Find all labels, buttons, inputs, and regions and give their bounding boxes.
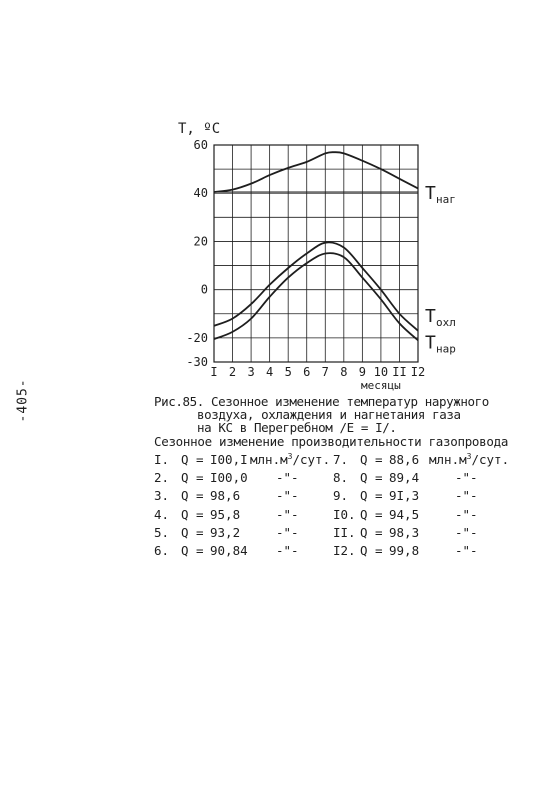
q-symbol: Q bbox=[360, 543, 368, 558]
ditto-mark: -"- bbox=[276, 524, 299, 540]
q-symbol: Q bbox=[181, 506, 189, 522]
q-value: I00,0 bbox=[210, 470, 248, 486]
row-number: I2. bbox=[333, 543, 356, 558]
series-label-letter: T bbox=[425, 332, 436, 354]
row-number: 8. bbox=[333, 470, 349, 486]
q-value: I00,I bbox=[210, 452, 248, 467]
ditto-mark: -"- bbox=[455, 488, 478, 504]
q-symbol: Q bbox=[360, 524, 368, 540]
y-tick-label: -20 bbox=[186, 330, 208, 345]
q-value: 94,5 bbox=[389, 506, 420, 522]
ditto-mark: -"- bbox=[455, 524, 478, 540]
caption-line-1: Рис.85. Сезонное изменение температур наружного bbox=[154, 394, 489, 409]
q-value: 90,84 bbox=[210, 543, 248, 558]
equals-sign: = bbox=[196, 452, 204, 467]
row-number: 5. bbox=[154, 524, 170, 540]
q-value: 98,6 bbox=[210, 488, 241, 504]
unit-base: млн.м bbox=[250, 452, 288, 468]
equals-sign: = bbox=[375, 506, 383, 522]
q-symbol: Q bbox=[181, 543, 189, 558]
ditto-mark: -"- bbox=[455, 470, 478, 486]
equals-sign: = bbox=[196, 524, 204, 540]
x-tick-label: 9 bbox=[358, 365, 366, 379]
x-tick-label: 8 bbox=[340, 365, 348, 379]
x-tick-label: 3 bbox=[247, 365, 255, 379]
page-number: -405- bbox=[15, 378, 31, 423]
equals-sign: = bbox=[196, 506, 204, 522]
q-symbol: Q bbox=[360, 470, 368, 486]
x-tick-label: II bbox=[392, 365, 407, 379]
row-number: 9. bbox=[333, 488, 349, 504]
q-value: 98,3 bbox=[389, 524, 420, 540]
q-value: 99,8 bbox=[389, 543, 420, 558]
equals-sign: = bbox=[375, 543, 383, 558]
equals-sign: = bbox=[375, 452, 383, 467]
unit-superscript: 3 bbox=[287, 452, 293, 461]
x-tick-label: I bbox=[210, 365, 218, 379]
row-number: I. bbox=[154, 452, 170, 467]
ditto-mark: -"- bbox=[276, 488, 299, 504]
caption-line-2: воздуха, охлаждения и нагнетания газа bbox=[197, 407, 461, 422]
unit-tail: /сут. bbox=[471, 452, 510, 468]
q-symbol: Q bbox=[360, 452, 368, 467]
ditto-mark: -"- bbox=[276, 506, 299, 522]
production-title: Сезонное изменение производительности газопровода bbox=[154, 434, 509, 449]
x-tick-label: 4 bbox=[266, 365, 274, 379]
unit-base: млн.м bbox=[429, 452, 467, 468]
ditto-mark: -"- bbox=[276, 543, 299, 558]
x-tick-label: 7 bbox=[321, 365, 329, 379]
row-number: 2. bbox=[154, 470, 170, 486]
y-tick-label: 20 bbox=[193, 234, 208, 249]
equals-sign: = bbox=[375, 524, 383, 540]
q-symbol: Q bbox=[181, 452, 189, 467]
unit-label bbox=[250, 452, 330, 467]
y-tick-label: 40 bbox=[193, 186, 208, 201]
y-tick-label: -30 bbox=[186, 355, 208, 369]
x-tick-label: I2 bbox=[410, 365, 426, 379]
q-symbol: Q bbox=[181, 470, 189, 486]
q-symbol: Q bbox=[181, 524, 189, 540]
series-label-letter: T bbox=[425, 183, 436, 205]
equals-sign: = bbox=[375, 488, 383, 504]
series-label-subscript: нар bbox=[436, 342, 456, 356]
caption-line-3: на КС в Перегребном /Е = I/. bbox=[197, 420, 397, 435]
unit-superscript: 3 bbox=[466, 452, 472, 461]
y-tick-label: 0 bbox=[200, 282, 208, 297]
row-number: 7. bbox=[333, 452, 349, 467]
x-tick-label: 5 bbox=[284, 365, 292, 379]
q-symbol: Q bbox=[181, 488, 189, 504]
x-tick-label: 2 bbox=[228, 365, 237, 379]
x-tick-label: 6 bbox=[303, 365, 311, 379]
q-symbol: Q bbox=[360, 506, 368, 522]
series-label-subscript: охл bbox=[436, 316, 456, 330]
series-label-subscript: наг bbox=[436, 193, 456, 207]
equals-sign: = bbox=[196, 470, 204, 486]
q-symbol: Q bbox=[360, 488, 368, 504]
row-number: II. bbox=[333, 524, 356, 540]
q-value: 93,2 bbox=[210, 524, 241, 540]
ditto-mark: -"- bbox=[455, 506, 478, 522]
x-tick-label: 10 bbox=[373, 365, 389, 379]
row-number: 4. bbox=[154, 506, 170, 522]
unit-label bbox=[429, 452, 509, 467]
q-value: 9I,3 bbox=[389, 488, 420, 504]
row-number: I0. bbox=[333, 506, 356, 522]
row-number: 3. bbox=[154, 488, 170, 504]
y-axis-label: T, ºC bbox=[178, 121, 221, 137]
unit-tail: /сут. bbox=[292, 452, 331, 468]
y-tick-label: 60 bbox=[193, 138, 208, 152]
q-value: 88,6 bbox=[389, 452, 420, 467]
q-value: 89,4 bbox=[389, 470, 420, 486]
ditto-mark: -"- bbox=[276, 470, 299, 486]
q-value: 95,8 bbox=[210, 506, 241, 522]
x-axis-label: месяцы bbox=[361, 379, 401, 392]
equals-sign: = bbox=[196, 543, 204, 558]
ditto-mark: -"- bbox=[455, 543, 478, 558]
row-number: 6. bbox=[154, 543, 170, 558]
equals-sign: = bbox=[196, 488, 204, 504]
equals-sign: = bbox=[375, 470, 383, 486]
series-label-letter: T bbox=[425, 306, 436, 328]
